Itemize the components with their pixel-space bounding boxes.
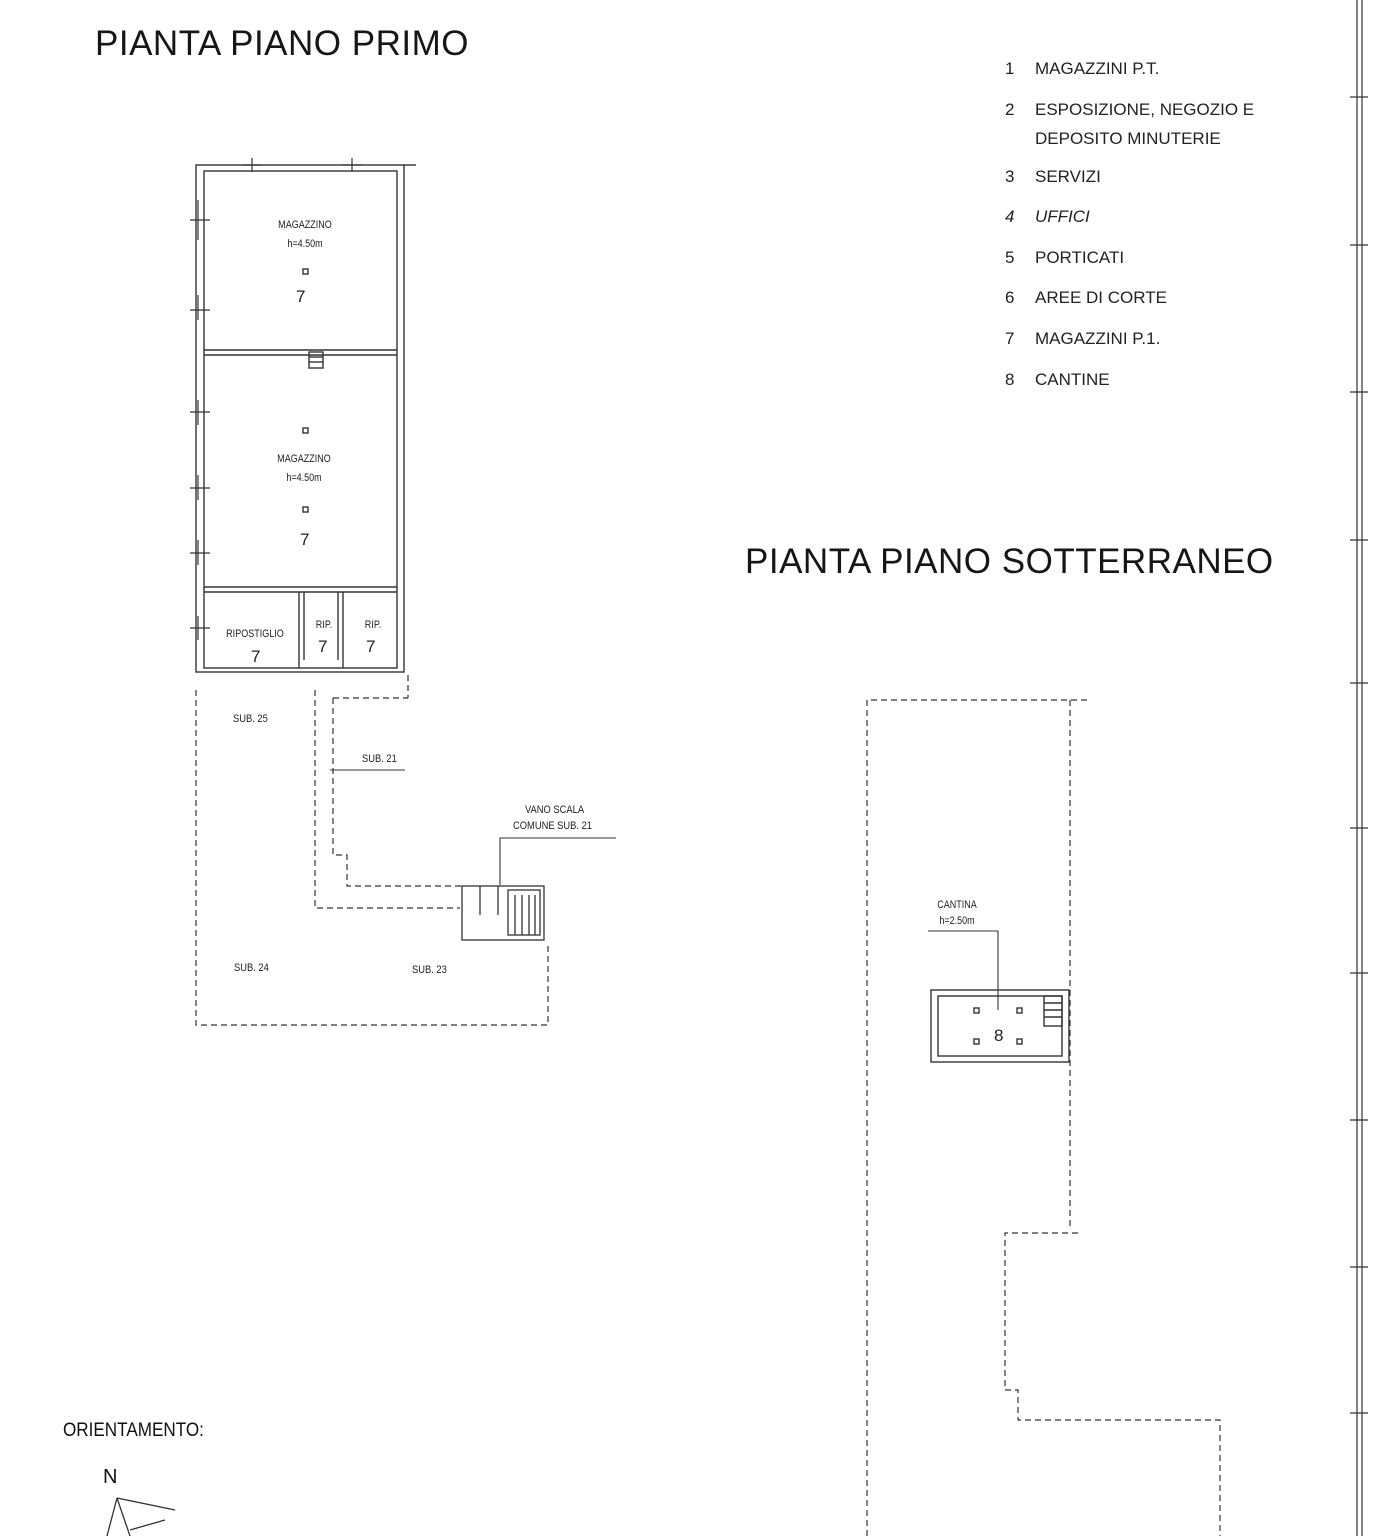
- orientation-label: ORIENTAMENTO:: [63, 1420, 204, 1441]
- room-number-ripostiglio: 7: [251, 647, 261, 666]
- sub-24-label: SUB. 24: [234, 962, 269, 974]
- north-arrow-icon: [107, 1498, 175, 1536]
- legend-num-1: 1: [1005, 59, 1015, 78]
- sub-25-24-23-boundary: [196, 690, 548, 1025]
- legend-num-8: 8: [1005, 370, 1015, 389]
- room-name-magazzino-mid: MAGAZZINO: [277, 453, 331, 465]
- room-name-cantina: CANTINA: [937, 899, 977, 911]
- legend-num-5: 5: [1005, 248, 1015, 267]
- legend-num-2: 2: [1005, 100, 1015, 119]
- legend-num-6: 6: [1005, 288, 1015, 307]
- vano-scala-label: VANO SCALA: [525, 804, 585, 816]
- room-height-magazzino-mid: h=4.50m: [286, 472, 322, 484]
- legend-label-2: ESPOSIZIONE, NEGOZIO E: [1035, 100, 1255, 119]
- room-name-ripostiglio: RIPOSTIGLIO: [226, 628, 284, 640]
- comune-sub-21-label: COMUNE SUB. 21: [513, 820, 592, 832]
- basement-boundary: [867, 700, 1090, 1536]
- room-number-rip-1: 7: [318, 637, 328, 656]
- sub-25-label: SUB. 25: [233, 713, 268, 725]
- legend-label-6: AREE DI CORTE: [1035, 288, 1167, 307]
- legend-label-3: SERVIZI: [1035, 167, 1101, 186]
- legend-label-1: MAGAZZINI P.T.: [1035, 59, 1160, 78]
- stairwell: [462, 886, 544, 940]
- room-height-cantina: h=2.50m: [939, 915, 975, 927]
- room-number-cantina: 8: [994, 1026, 1004, 1045]
- legend-num-3: 3: [1005, 167, 1015, 186]
- title-basement: PIANTA PIANO SOTTERRANEO: [745, 542, 1274, 581]
- legend-label-2b: DEPOSITO MINUTERIE: [1035, 129, 1221, 148]
- legend-label-8: CANTINE: [1035, 370, 1110, 389]
- room-number-magazzino-top: 7: [296, 287, 306, 306]
- legend-num-7: 7: [1005, 329, 1015, 348]
- sub-21-boundary: [315, 690, 460, 908]
- room-name-rip-2: RIP.: [364, 619, 382, 631]
- room-number-rip-2: 7: [366, 637, 376, 656]
- legend-label-4: UFFICI: [1035, 207, 1090, 226]
- legend-label-7: MAGAZZINI P.1.: [1035, 329, 1161, 348]
- room-name-rip-1: RIP.: [315, 619, 333, 631]
- sub-21-label: SUB. 21: [362, 753, 397, 765]
- sub-23-label: SUB. 23: [412, 964, 447, 976]
- room-height-magazzino-top: h=4.50m: [287, 238, 323, 250]
- legend-label-5: PORTICATI: [1035, 248, 1125, 267]
- title-first-floor: PIANTA PIANO PRIMO: [95, 24, 469, 63]
- room-number-magazzino-mid: 7: [300, 530, 310, 549]
- north-label: N: [103, 1466, 118, 1488]
- legend-num-4: 4: [1005, 207, 1015, 226]
- room-name-magazzino-top: MAGAZZINO: [278, 219, 332, 231]
